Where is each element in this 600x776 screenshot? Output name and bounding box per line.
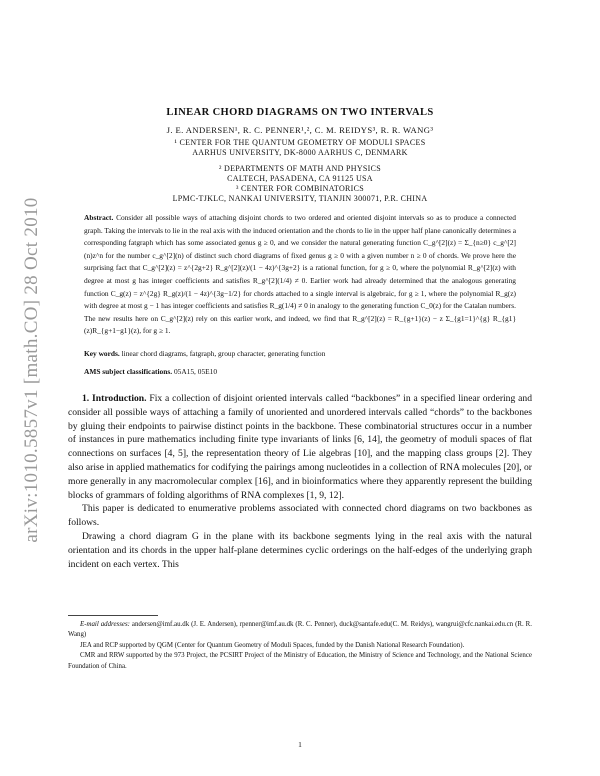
email-text: andersen@imf.au.dk (J. E. Andersen), rpenner@imf.au.dk (R. C. Penner), duck@santafe.edu(C. M. Reidys), wangrui@cfc.nankai.edu.cn (R. R. Wang) (68, 621, 532, 639)
keywords-text: linear chord diagrams, fatgraph, group character, generating function (121, 349, 326, 358)
ams-label: AMS subject classifications. (84, 367, 173, 376)
footnote-support-1: JEA and RCP supported by QGM (Center for Quantum Geometry of Moduli Spaces, funded by the Danish National Research Foundation). (80, 641, 465, 649)
footnote-email (68, 620, 532, 641)
keywords (84, 348, 516, 360)
footnote-rule (68, 615, 158, 616)
affiliation-2 (68, 164, 532, 184)
arxiv-stamp-text: arXiv:1010.5857v1 [math.CO] 28 Oct 2010 (21, 197, 42, 543)
paper-title: LINEAR CHORD DIAGRAMS ON TWO INTERVALS (166, 107, 434, 118)
affiliation-3-line1: ³ CENTER FOR COMBINATORICS (235, 184, 365, 193)
ams-classification (84, 366, 516, 378)
introduction-section (68, 392, 532, 571)
arxiv-stamp (14, 170, 50, 570)
intro-paragraph-1 (68, 392, 532, 502)
affiliation-2-line1: ² DEPARTMENTS OF MATH AND PHYSICS (219, 164, 381, 173)
intro-paragraph-1-text: Fix a collection of disjoint oriented intervals called “backbones” in a specified linear ordering and consider all possible ways of attaching a family of unoriented and unordered intervals called “chords” to the backbones by gluing their endpoints to pairwise distinct points in the backbone. These combinatorial structures occur in a number of instances in pure mathematics including finite type invariants of links [6, 14], the geometry of moduli spaces of flat connections on surfaces [4, 5], the representation theory of Lie algebras [10], and the mapping class groups [2]. They also arise in applied mathematics for codifying the pairings among nucleotides in a collection of RNA molecules [20], or more generally in any macromolecular complex [16], and in bioinformatics where they apparently represent the building blocks of grammars of folding algorithms of RNA complexes [1, 9, 12]. (68, 393, 532, 501)
affiliation-2-line2: CALTECH, PASADENA, CA 91125 USA (227, 174, 373, 183)
affiliation-1-line2: AARHUS UNIVERSITY, DK-8000 AARHUS C, DENMARK (192, 148, 408, 157)
author-list: J. E. ANDERSEN¹, R. C. PENNER¹,², C. M. REIDYS³, R. R. WANG³ (166, 125, 434, 135)
section-heading: 1. Introduction. (82, 393, 147, 404)
page-number: 1 (298, 740, 302, 749)
abstract-text: Consider all possible ways of attaching disjoint chords to two ordered and oriented disjoint intervals so as to produce a connected graph. Taking the intervals to lie in the real axis with the induced orientation and the chords to lie in the upper half plane canonically determines a corresponding fatgraph which has some associated genus g ≥ 0, and we consider the natural generating function C_g^[2](z) = Σ_{n≥0} c_g^[2](n)z^n for the number c_g^[2](n) of distinct such chord diagrams of fixed genus g ≥ 0 with a given number n ≥ 0 of chords. We prove here the surprising fact that C_g^[2](z) = z^{2g+2} R_g^[2](z)/(1 − 4z)^{3g+2} is a rational function, for g ≥ 0, where the polynomial R_g^[2](z) with degree at most g has integer coefficients and satisfies R_g^[2](1/4) ≠ 0. Earlier work had already determined that the analogous generating function C_g(z) = z^{2g} R_g(z)/(1 − 4z)^{3g−1/2} for chords attached to a single interval is algebraic, for g ≥ 1, where the polynomial R_g(z) with degree at most g − 1 has integer coefficients and satisfies R_g(1/4) ≠ 0 in analogy to the generating function C_0(z) for the Catalan numbers. The new results here on C_g^[2](z) rely on this earlier work, and indeed, we find that R_g^[2](z) = R_{g+1}(z) − z Σ_{g1=1}^{g} R_{g1}(z)R_{g+1−g1}(z), for g ≥ 1. (84, 213, 516, 336)
abstract (84, 212, 516, 338)
footnote-support-2: CMR and RRW supported by the 973 Project, the PCSIRT Project of the Ministry of Education, the Ministry of Science and Technology, and the National Science Foundation of China. (68, 652, 532, 670)
ams-text: 05A15, 05E10 (173, 367, 218, 376)
abstract-label: Abstract. (84, 213, 114, 222)
keywords-label: Key words. (84, 349, 120, 358)
intro-paragraph-3: Drawing a chord diagram G in the plane with its backbone segments lying in the real axis with the natural orientation and its chords in the upper half-plane determines cyclic orderings on the half-edges of the underlying graph incident on each vertex. This (68, 530, 532, 570)
intro-paragraph-2: This paper is dedicated to enumerative problems associated with connected chord diagrams on two backbones as follows. (68, 503, 532, 529)
affiliation-1 (68, 138, 532, 158)
affiliation-1-line1: ¹ CENTER FOR THE QUANTUM GEOMETRY OF MODULI SPACES (174, 138, 426, 147)
affiliation-3 (68, 184, 532, 204)
affiliation-3-line2: LPMC-TJKLC, NANKAI UNIVERSITY, TIANJIN 300071, P.R. CHINA (172, 194, 428, 203)
email-label: E-mail addresses: (80, 621, 130, 628)
footnotes (68, 620, 532, 672)
